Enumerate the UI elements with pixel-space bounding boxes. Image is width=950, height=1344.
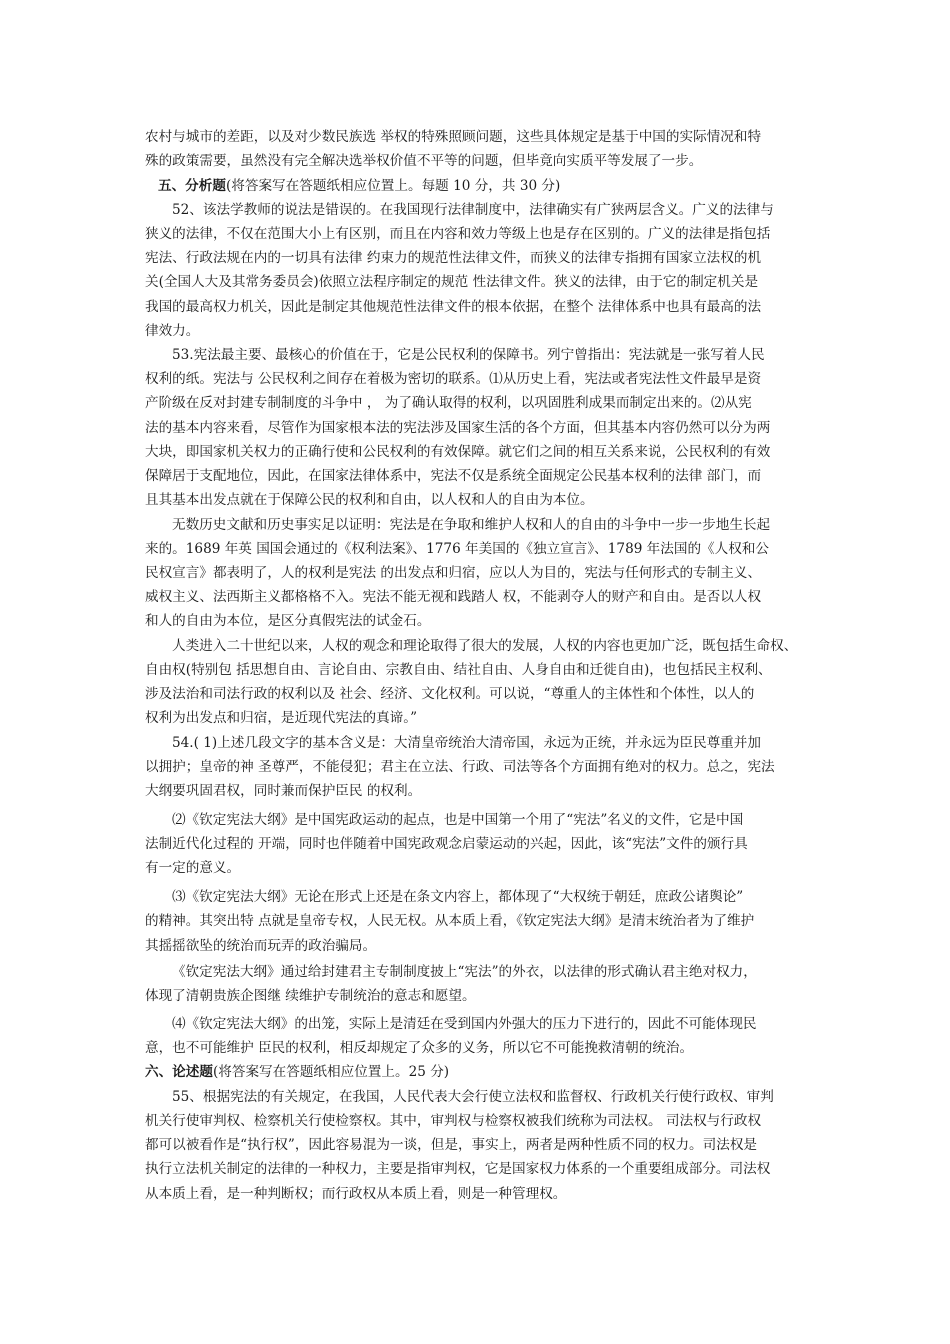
text-line: 自由权(特别包 括思想自由、言论自由、宗教自由、结社自由、人身自由和迁徙自由)，也包括民主权利、 [145,662,772,678]
text-line: 无数历史文献和历史事实足以证明：宪法是在争取和维护人权和人的自由的斗争中一步一步地生长起 [172,517,771,533]
text-line: 且其基本出发点就在于保障公民的权利和自由，以人权和人的自由为本位。 [145,492,594,508]
text-line: 有一定的意义。 [145,860,241,876]
text-line: 都可以被看作是“执行权”，因此容易混为一谈，但是，事实上，两者是两种性质不同的权力。司法权是 [145,1137,758,1153]
text-line: 52、该法学教师的说法是错误的。在我国现行法律制度中，法律确实有广狭两层含义。广义的法律与 [172,202,774,218]
heading-title: 五、分析题 [158,178,226,194]
section-heading-analysis [158,174,560,198]
text-line: 大块，即国家机关权力的正确行使和公民权利的有效保障。就它们之间的相互关系来说，公民权利的有效 [145,444,771,460]
text-line: 的精神。其突出特 点就是皇帝专权，人民无权。从本质上看，《钦定宪法大纲》是清末统治者为了维护 [145,913,755,929]
text-line: 保障居于支配地位，因此，在国家法律体系中，宪法不仅是系统全面规定公民基本权利的法律 部门，而 [145,468,762,484]
text-line: 农村与城市的差距，以及对少数民族选 举权的特殊照顾问题，这些具体规定是基于中国的实际情况和特 [145,129,762,145]
text-line: ⑶《钦定宪法大纲》无论在形式上还是在条文内容上，都体现了“大权统于朝廷，庶政公诸舆论” [172,889,744,905]
text-line: 执行立法机关制定的法律的一种权力，主要是指审判权，它是国家权力体系的一个重要组成部分。司法权 [145,1161,771,1177]
section-heading-essay [145,1060,449,1084]
text-line: 产阶级在反对封建专制制度的斗争中 ， 为了确认取得的权利，以巩固胜利成果而制定出来的。⑵从宪 [145,395,752,411]
text-line: 民权宣言》都表明了，人的权利是宪法 的出发点和归宿，应以人为目的，宪法与任何形式的专制主义、 [145,565,762,581]
text-line: 狭义的法律，不仅在范围大小上有区别，而且在内容和效力等级上也是存在区别的。广义的法律是指包括 [145,226,771,242]
text-line: ⑵《钦定宪法大纲》是中国宪政运动的起点，也是中国第一个用了“宪法”名义的文件，它是中国 [172,812,744,828]
text-line: 殊的政策需要，虽然没有完全解决选举权价值不平等的问题，但毕竟向实质平等发展了一步。 [145,153,703,169]
text-line: 从本质上看，是一种判断权；而行政权从本质上看，则是一种管理权。 [145,1186,567,1202]
heading-note: (将答案写在答题纸相应位置上。每题 10 分，共 30 分) [225,178,561,194]
text-line: 机关行使审判权、检察机关行使检察权。其中，审判权与检察权被我们统称为司法权。 司法权与行政权 [145,1113,762,1129]
text-line: 55、根据宪法的有关规定，在我国，人民代表大会行使立法权和监督权、行政机关行使行政权、审判 [172,1089,774,1105]
text-line: 其摇摇欲坠的统治而玩弄的政治骗局。 [145,938,377,954]
text-line: 大纲要巩固君权，同时兼而保护臣民 的权利。 [145,783,422,799]
text-line: ⑷《钦定宪法大纲》的出笼，实际上是清廷在受到国内外强大的压力下进行的，因此不可能体现民 [172,1016,757,1032]
text-line: 54.( 1)上述几段文字的基本含义是：大清皇帝统治大清帝国，永远为正统，并永远为臣民尊重并加 [172,735,761,751]
text-line: 我国的最高权力机关，因此是制定其他规范性法律文件的根本依据，在整个 法律体系中也具有最高的法 [145,299,762,315]
text-line: 威权主义、法西斯主义都格格不入。宪法不能无视和践踏人 权，不能剥夺人的财产和自由。是否以人权 [145,589,762,605]
text-line: 53.宪法最主要、最核心的价值在于，它是公民权利的保障书。列宁曾指出：宪法就是一张写着人民 [172,347,765,363]
text-line: 人类进入二十世纪以来，人权的观念和理论取得了很大的发展，人权的内容也更加广泛，既包括生命权、 [172,638,798,654]
heading-note: (将答案写在答题纸相应位置上。25 分) [212,1064,450,1080]
heading-title: 六、论述题 [145,1064,213,1080]
text-line: 和人的自由为本位，是区分真假宪法的试金石。 [145,613,431,629]
text-line: 律效力。 [145,323,200,339]
text-line: 权利为出发点和归宿，是近现代宪法的真谛。” [145,710,418,726]
text-line: 以拥护；皇帝的神 圣尊严，不能侵犯；君主在立法、行政、司法等各个方面拥有绝对的权力。总之，宪法 [145,759,775,775]
text-line: 体现了清朝贵族企图继 续维护专制统治的意志和愿望。 [145,988,476,1004]
text-line: 《钦定宪法大纲》通过给封建君主专制制度披上“宪法”的外衣，以法律的形式确认君主绝对权力， [172,964,757,980]
text-line: 权利的纸。宪法与 公民权利之间存在着极为密切的联系。⑴从历史上看，宪法或者宪法性文件最早是资 [145,371,762,387]
text-line: 法的基本内容来看，尽管作为国家根本法的宪法涉及国家生活的各个方面，但其基本内容仍然可以分为两 [145,420,771,436]
text-line: 意，也不可能维护 臣民的权利，相反却规定了众多的义务，所以它不可能挽救清朝的统治。 [145,1040,694,1056]
text-line: 来的。1689 年英 国国会通过的《权利法案》、1776 年美国的《独立宣言》、1789 年法国的《人权和公 [145,541,770,557]
text-line: 宪法、行政法规在内的一切具有法律 约束力的规范性法律文件，而狭义的法律专指拥有国家立法权的机 [145,250,762,266]
text-line: 法制近代化过程的 开端，同时也伴随着中国宪政观念启蒙运动的兴起，因此，该“宪法”文件的颁行具 [145,836,748,852]
text-line: 涉及法治和司法行政的权利以及 社会、经济、文化权利。可以说，“尊重人的主体性和个体性，以人的 [145,686,755,702]
text-line: 关(全国人大及其常务委员会)依照立法程序制定的规范 性法律文件。狭义的法律，由于它的制定机关是 [145,274,759,290]
